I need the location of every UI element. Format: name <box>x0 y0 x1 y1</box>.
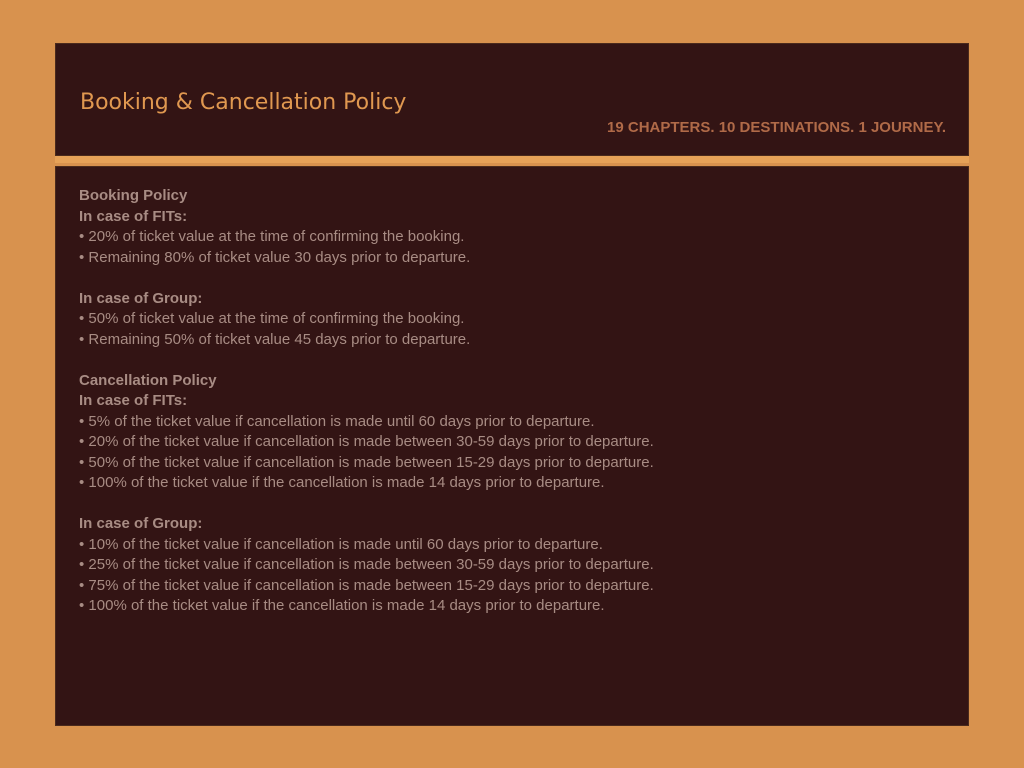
tagline: 19 CHAPTERS. 10 DESTINATIONS. 1 JOURNEY. <box>607 119 946 136</box>
content-panel <box>55 166 969 726</box>
policy-line: • 100% of the ticket value if the cancellation is made 14 days prior to departure. <box>79 597 605 614</box>
policy-line: • 10% of the ticket value if cancellation is made until 60 days prior to departure. <box>79 535 603 553</box>
policy-line: In case of FITs: <box>79 207 188 225</box>
policy-line: • 50% of ticket value at the time of confirming the booking. <box>79 310 465 327</box>
policy-line: • 20% of the ticket value if cancellation is made between 30-59 days prior to departure. <box>79 433 654 450</box>
policy-line: • 50% of the ticket value if cancellation is made between 15-29 days prior to departure. <box>79 453 654 471</box>
policy-text <box>79 186 939 617</box>
policy-line: In case of Group: <box>79 515 203 532</box>
page-title: Booking & Cancellation Policy <box>80 90 407 115</box>
policy-line: • Remaining 50% of ticket value 45 days prior to departure. <box>79 330 471 348</box>
policy-line: Cancellation Policy <box>79 371 217 389</box>
policy-line: • Remaining 80% of ticket value 30 days prior to departure. <box>79 248 471 266</box>
policy-line: • 20% of ticket value at the time of confirming the booking. <box>79 228 465 245</box>
policy-line: • 75% of the ticket value if cancellation is made between 15-29 days prior to departure. <box>79 576 654 594</box>
policy-line: Booking Policy <box>79 187 188 204</box>
header-divider <box>55 156 969 163</box>
policy-line: In case of FITs: <box>79 392 188 409</box>
policy-line <box>79 494 939 515</box>
policy-line <box>79 350 939 371</box>
header-panel <box>55 43 969 156</box>
policy-line <box>79 268 939 289</box>
policy-line: In case of Group: <box>79 289 203 307</box>
policy-line: • 100% of the ticket value if the cancellation is made 14 days prior to departure. <box>79 474 605 491</box>
policy-line: • 5% of the ticket value if cancellation is made until 60 days prior to departure. <box>79 412 595 430</box>
policy-line: • 25% of the ticket value if cancellation is made between 30-59 days prior to departure. <box>79 556 654 573</box>
